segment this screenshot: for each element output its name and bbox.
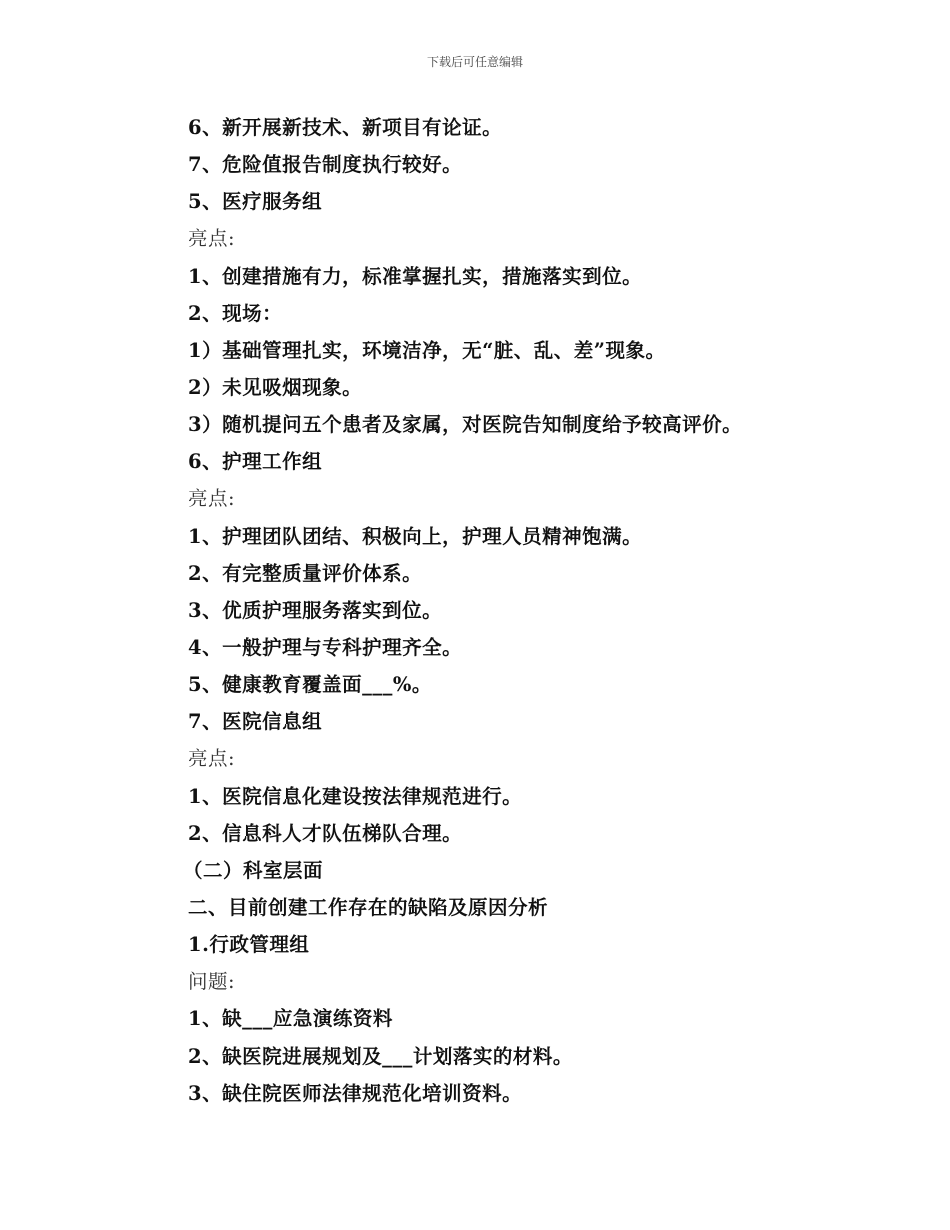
text-line: 4、一般护理与专科护理齐全。 (188, 635, 463, 659)
text-line: 1、医院信息化建设按法律规范进行。 (188, 784, 523, 808)
highlights-label: 亮点: (188, 227, 236, 251)
subsection-heading: （二）科室层面 (183, 858, 324, 882)
text-line: 5、健康教育覆盖面___%。 (188, 673, 432, 697)
text-line: 3、缺住院医师法律规范化培训资料。 (188, 1081, 523, 1105)
text-line: 1）基础管理扎实，环境洁净，无“脏、乱、差”现象。 (188, 338, 666, 362)
text-line: 2）未见吸烟现象。 (188, 375, 363, 399)
text-line: 1、缺___应急演练资料 (188, 1007, 393, 1031)
text-line: 2、现场： (188, 301, 283, 325)
text-line: 3、优质护理服务落实到位。 (188, 598, 443, 622)
problems-label: 问题: (188, 970, 236, 994)
text-line: 2、缺医院进展规划及___计划落实的材料。 (188, 1044, 573, 1068)
section-heading: 二、目前创建工作存在的缺陷及原因分析 (188, 895, 549, 919)
highlights-label: 亮点: (188, 747, 236, 771)
text-line: 2、信息科人才队伍梯队合理。 (188, 821, 463, 845)
document-body (183, 109, 888, 1112)
section-heading: 5、医疗服务组 (188, 190, 323, 214)
text-line: 7、危险值报告制度执行较好。 (188, 153, 463, 177)
section-heading: 1.行政管理组 (188, 933, 310, 957)
section-heading: 6、护理工作组 (188, 450, 323, 474)
page-header-note: 下载后可任意编辑 (426, 55, 523, 69)
section-heading: 7、医院信息组 (188, 710, 323, 734)
highlights-label: 亮点: (188, 487, 236, 511)
text-line: 1、创建措施有力，标准掌握扎实，措施落实到位。 (188, 264, 643, 288)
text-line: 6、新开展新技术、新项目有论证。 (188, 116, 503, 139)
text-line: 2、有完整质量评价体系。 (188, 561, 423, 585)
text-line: 3）随机提问五个患者及家属，对医院告知制度给予较高评价。 (188, 413, 743, 437)
text-line: 1、护理团队团结、积极向上，护理人员精神饱满。 (188, 524, 643, 548)
